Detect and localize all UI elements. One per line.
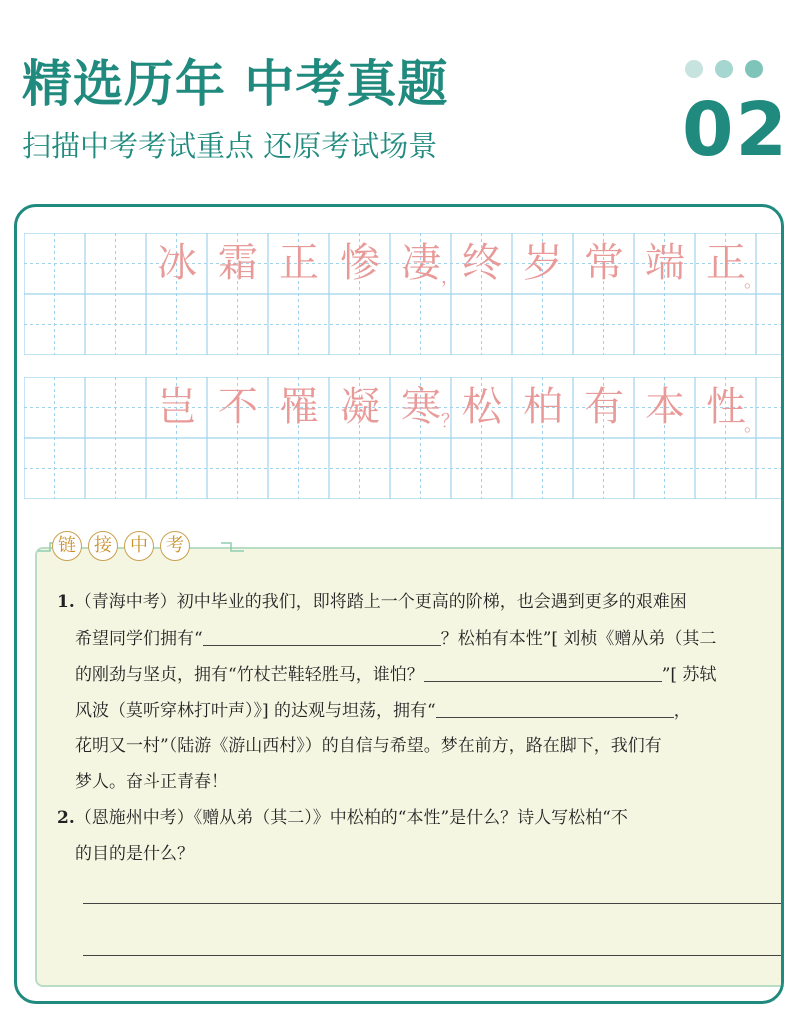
answer-blank-3[interactable] [436,699,674,718]
question-1-line-6: 梦人。奋斗正青春！ [75,772,228,792]
question-1-line-4 [75,699,691,722]
copybook-char: 不 [218,384,258,430]
question-text: ？松柏有本性”[ 刘桢《赠从弟（其二 [440,629,717,649]
copybook-char: 霜 [218,240,258,286]
copybook-char: 凝 [340,384,380,430]
section-title-char: 接 [88,531,118,561]
copybook-char: 罹 [279,384,319,430]
copybook-punctuation: 。 [744,271,762,292]
question-text: （恩施州中考）《赠从弟（其二）》中松柏的“本性”是什么？诗人写松柏“不 [74,808,628,828]
header-title: 精选历年 中考真题 [22,55,449,113]
question-text: 希望同学们拥有“ [75,629,203,649]
question-text: 的刚劲与坚贞，拥有“竹杖芒鞋轻胜马，谁怕？ [75,665,424,685]
page-number: 02 [682,87,789,173]
exam-link-section [35,547,784,987]
copybook-char: 寒 [401,384,441,430]
copybook-char: 柏 [523,384,563,430]
question-2-number: 2. [57,808,75,828]
question-text: 风波（莫听穿林打叶声）》] 的达观与坦荡，拥有“ [75,701,436,721]
copybook-char: 凄 [401,240,441,286]
dot-1 [685,60,703,78]
answer-blank-1[interactable] [203,627,441,646]
question-1-number: 1. [57,592,75,612]
answer-line-2[interactable] [83,955,784,956]
question-2-line-2: 的目的是什么？ [75,844,194,864]
section-title-char: 链 [52,531,82,561]
section-title-char: 考 [160,531,190,561]
copybook-char: 松 [462,384,502,430]
answer-blank-2[interactable] [424,663,662,682]
copybook-grid-1 [24,233,784,355]
question-text: ， [673,701,691,721]
copybook-char: 岂 [157,384,197,430]
question-text: （青海中考）初中毕业的我们，即将踏上一个更高的阶梯，也会遇到更多的艰难困 [74,592,687,612]
question-1-line-3 [75,663,716,686]
copybook-char: 端 [645,240,685,286]
copybook-grid-2 [24,377,784,499]
section-title-char: 中 [124,531,154,561]
copybook-char: 冰 [157,240,197,286]
question-1-line-5: 花明又一村”（陆游《游山西村》）的自信与希望。梦在前方，路在脚下，我们有 [75,736,662,756]
copybook-char: 本 [645,384,685,430]
copybook-punctuation: 。 [744,415,762,436]
copybook-char: 常 [584,240,624,286]
header-subtitle: 扫描中考考试重点 还原考试场景 [22,129,438,163]
content-card [14,204,784,1004]
copybook-char: 正 [279,240,319,286]
question-1-line-1 [57,591,687,613]
copybook-char: 惨 [340,240,380,286]
copybook-char: 岁 [523,240,563,286]
dot-3 [745,60,763,78]
question-1-line-2 [75,627,716,650]
copybook-punctuation: ， [441,267,459,288]
question-text: ”[ 苏轼 [661,665,717,685]
copybook-char: 终 [462,240,502,286]
copybook-char: 正 [706,240,746,286]
copybook-char: 有 [584,384,624,430]
dot-2 [715,60,733,78]
answer-line-1[interactable] [83,903,784,904]
question-2-line-1 [57,807,628,829]
copybook-punctuation: ？ [441,411,459,432]
copybook-char: 性 [706,384,746,430]
